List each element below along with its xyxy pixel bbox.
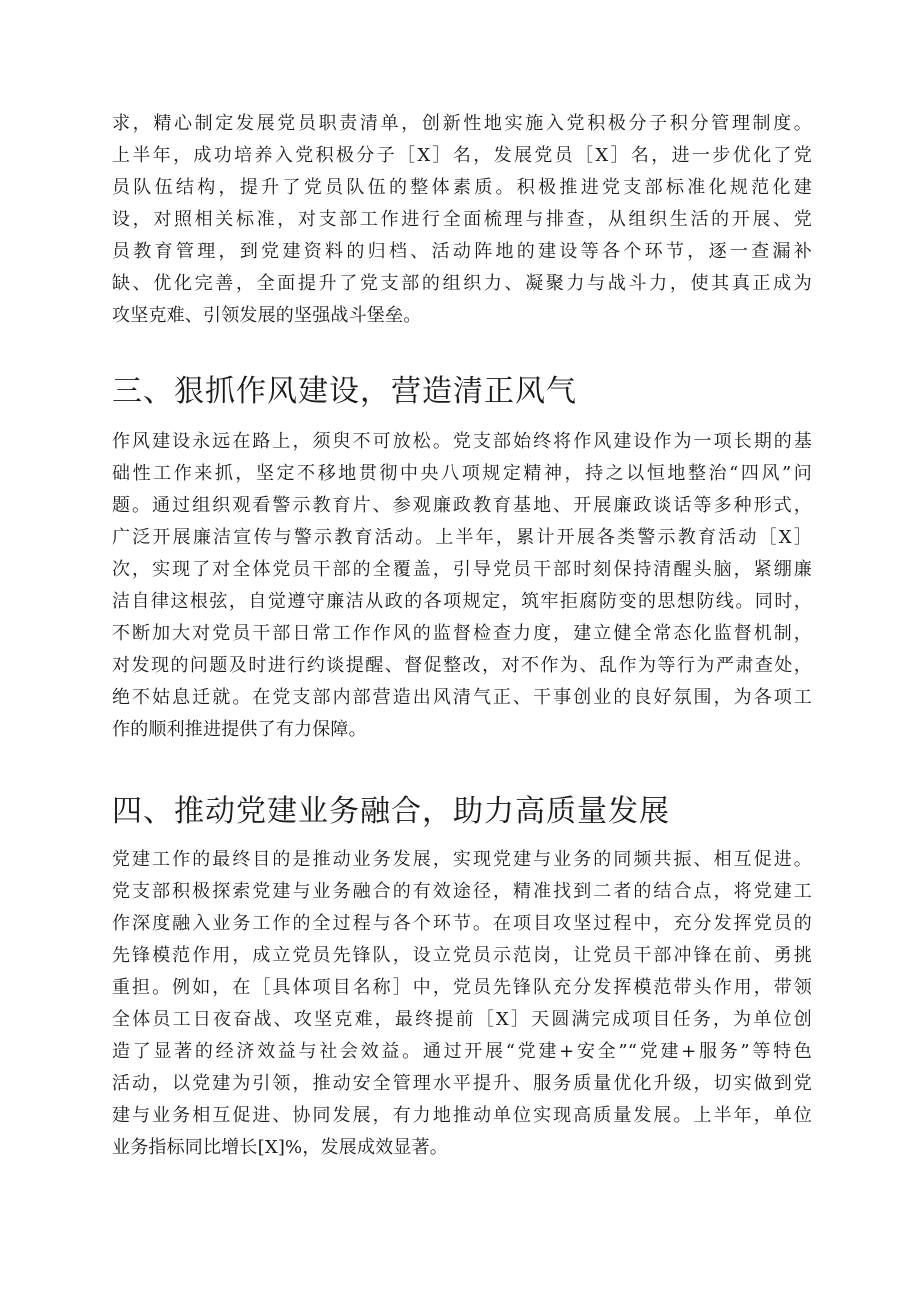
paragraph-line: 作深度融入业务工作的全过程与各个环节。在项目攻坚过程中，充分发挥党员的 [112, 913, 812, 934]
paragraph-line: 求，精心制定发展党员职责清单，创新性地实施入党积极分子积分管理制度。 [112, 113, 812, 134]
paragraph-line: 上半年，成功培养入党积极分子［X］名，发展党员［X］名，进一步优化了党 [112, 145, 812, 166]
paragraph-line: 次，实现了对全体党员干部的全覆盖，引导党员干部时刻保持清醒头脑，紧绷廉 [112, 559, 812, 580]
paragraph-line: 对发现的问题及时进行约谈提醒、督促整改，对不作为、乱作为等行为严肃查处， [112, 655, 812, 676]
paragraph-line: 广泛开展廉洁宣传与警示教育活动。上半年，累计开展各类警示教育活动［X］ [112, 527, 812, 548]
paragraph-line: 员队伍结构，提升了党员队伍的整体素质。积极推进党支部标准化规范化建 [112, 177, 812, 198]
paragraph-line: 先锋模范作用，成立党员先锋队，设立党员示范岗，让党员干部冲锋在前、勇挑 [112, 945, 812, 966]
paragraph-line: 作风建设永远在路上，须臾不可放松。党支部始终将作风建设作为一项长期的基 [112, 431, 812, 452]
intro-paragraph [112, 108, 812, 332]
section-3-paragraph [112, 426, 812, 746]
section-heading-3: 三、狠抓作风建设，营造清正风气 [112, 374, 577, 409]
paragraph-line: 设，对照相关标准，对支部工作进行全面梳理与排查，从组织生活的开展、党 [112, 209, 812, 230]
paragraph-line: 重担。例如，在［具体项目名称］中，党员先锋队充分发挥模范带头作用，带领 [112, 977, 812, 998]
paragraph-line: 全体员工日夜奋战、攻坚克难，最终提前［X］天圆满完成项目任务，为单位创 [112, 1009, 812, 1030]
section-4-paragraph [112, 844, 812, 1164]
paragraph-line: 员教育管理，到党建资料的归档、活动阵地的建设等各个环节，逐一查漏补 [112, 241, 812, 262]
paragraph-line: 党支部积极探索党建与业务融合的有效途径，精准找到二者的结合点，将党建工 [112, 881, 812, 902]
paragraph-line: 建与业务相互促进、协同发展，有力地推动单位实现高质量发展。上半年，单位 [112, 1105, 812, 1126]
paragraph-line: 绝不姑息迁就。在党支部内部营造出风清气正、干事创业的良好氛围，为各项工 [112, 687, 812, 708]
paragraph-line: 作的顺利推进提供了有力保障。 [112, 719, 367, 740]
paragraph-line: 洁自律这根弦，自觉遵守廉洁从政的各项规定，筑牢拒腐防变的思想防线。同时， [112, 591, 812, 612]
paragraph-line: 题。通过组织观看警示教育片、参观廉政教育基地、开展廉政谈话等多种形式， [112, 495, 812, 516]
paragraph-line: 础性工作来抓，坚定不移地贯彻中央八项规定精神，持之以恒地整治“四风”问 [112, 463, 812, 484]
paragraph-line: 攻坚克难、引领发展的坚强战斗堡垒。 [112, 305, 422, 326]
paragraph-line: 造了显著的经济效益与社会效益。通过开展“党建+安全”“党建+服务”等特色 [112, 1041, 812, 1062]
paragraph-line: 缺、优化完善，全面提升了党支部的组织力、凝聚力与战斗力，使其真正成为 [112, 273, 812, 294]
paragraph-line: 党建工作的最终目的是推动业务发展，实现党建与业务的同频共振、相互促进。 [112, 849, 812, 870]
paragraph-line: 不断加大对党员干部日常工作作风的监督检查力度，建立健全常态化监督机制， [112, 623, 812, 644]
paragraph-line: 活动，以党建为引领，推动安全管理水平提升、服务质量优化升级，切实做到党 [112, 1073, 812, 1094]
paragraph-line: 业务指标同比增长[X]%，发展成效显著。 [112, 1137, 448, 1158]
section-heading-4: 四、推动党建业务融合，助力高质量发展 [112, 794, 670, 829]
